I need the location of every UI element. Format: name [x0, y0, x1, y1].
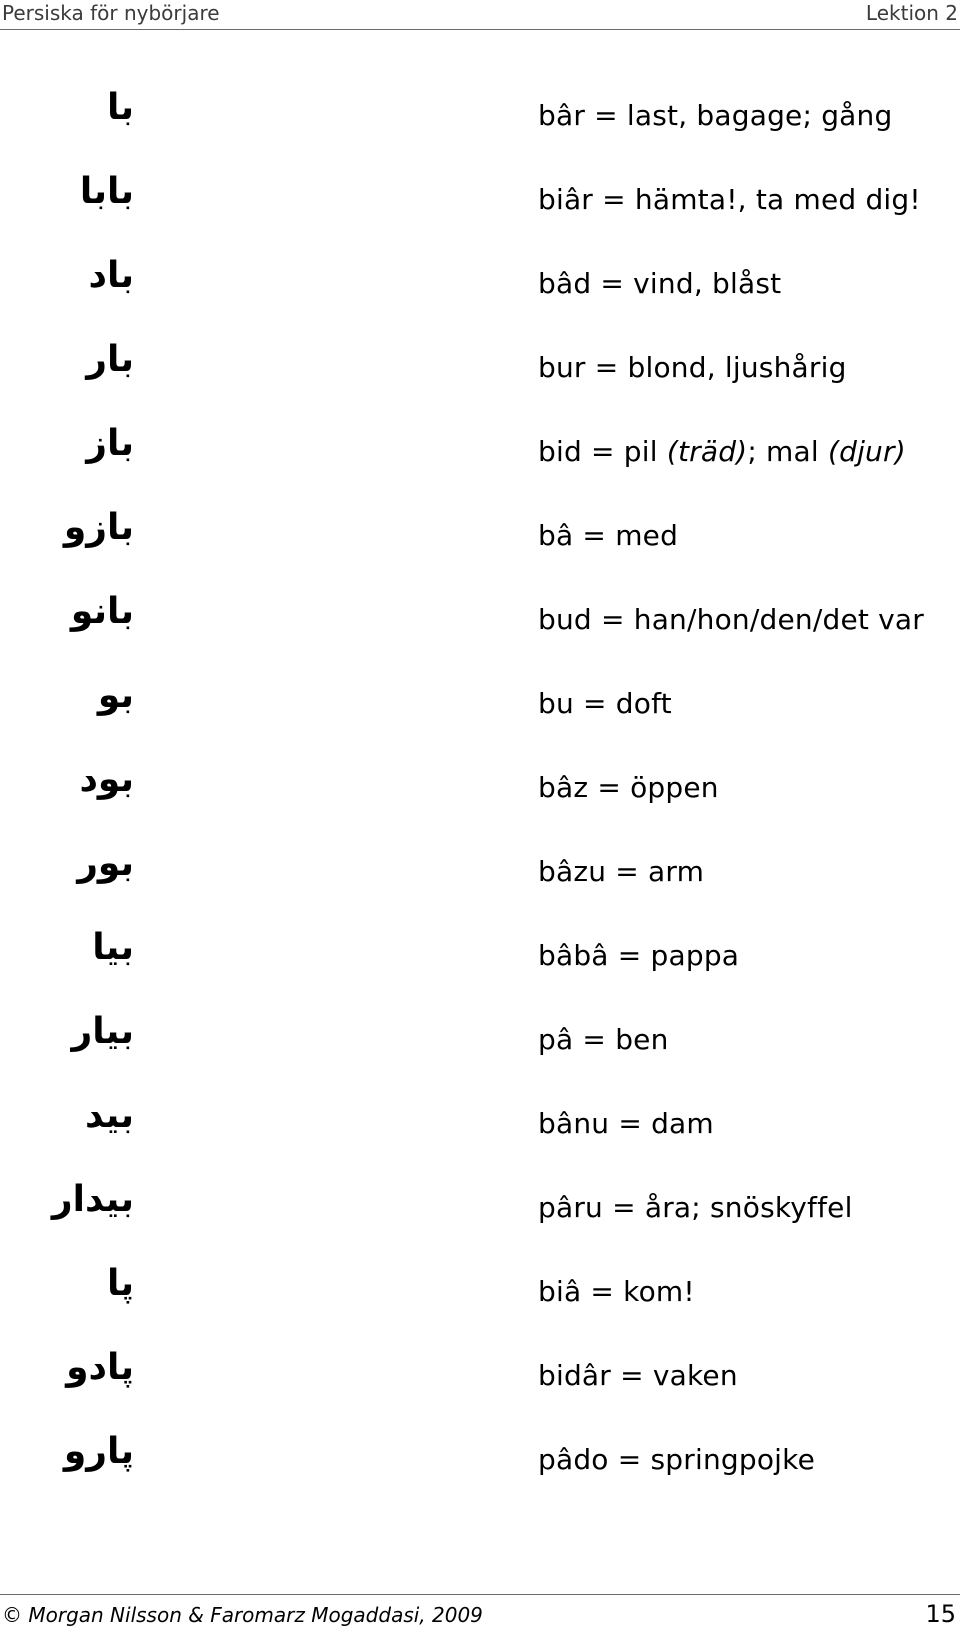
lesson-label: Lektion 2 — [865, 1, 958, 25]
persian-word: پارو — [63, 1431, 134, 1472]
page-number: 15 — [925, 1600, 956, 1628]
transliteration-gloss: pâdo = springpojke — [538, 1443, 815, 1476]
transliteration-gloss: bidâr = vaken — [538, 1359, 738, 1392]
vocabulary-row — [0, 410, 960, 494]
transliteration-gloss: bâd = vind, blåst — [538, 267, 782, 300]
vocabulary-row — [0, 578, 960, 662]
transliteration-gloss: bâ = med — [538, 519, 679, 552]
transliteration-gloss: bu = doft — [538, 687, 672, 720]
transliteration-gloss: pâru = åra; snöskyffel — [538, 1191, 853, 1224]
vocabulary-row — [0, 1418, 960, 1502]
transliteration-gloss: bâzu = arm — [538, 855, 705, 888]
transliteration-gloss: bânu = dam — [538, 1107, 714, 1140]
gloss-note: (djur) — [827, 435, 906, 468]
persian-word: بیار — [71, 1011, 134, 1052]
persian-word: بور — [77, 843, 134, 884]
vocabulary-row — [0, 914, 960, 998]
transliteration-gloss: bâbâ = pappa — [538, 939, 740, 972]
vocabulary-row — [0, 158, 960, 242]
gloss-text: bid = pil — [538, 435, 667, 468]
persian-word: بانو — [70, 591, 134, 632]
footer-divider — [0, 1594, 960, 1595]
vocabulary-row — [0, 1250, 960, 1334]
vocabulary-row — [0, 1334, 960, 1418]
vocabulary-row — [0, 74, 960, 158]
persian-word: با — [106, 87, 134, 128]
persian-word: پا — [106, 1263, 134, 1304]
persian-word: بار — [86, 339, 134, 380]
persian-word: بود — [79, 759, 134, 800]
gloss-text: ; mal — [747, 435, 828, 468]
transliteration-gloss: bâz = öppen — [538, 771, 719, 804]
persian-word: بو — [97, 675, 134, 716]
persian-word: بابا — [79, 171, 134, 212]
vocabulary-row — [0, 242, 960, 326]
vocabulary-row — [0, 494, 960, 578]
persian-word: بیا — [92, 927, 134, 968]
transliteration-gloss: biâ = kom! — [538, 1275, 695, 1308]
header-divider — [0, 29, 960, 30]
page-header — [0, 0, 960, 28]
transliteration-gloss: bâr = last, bagage; gång — [538, 99, 893, 132]
gloss-note: (träd) — [666, 435, 748, 468]
persian-word: باز — [86, 423, 134, 464]
persian-word: بیدار — [51, 1179, 134, 1220]
vocabulary-row — [0, 746, 960, 830]
vocabulary-row — [0, 830, 960, 914]
vocabulary-row — [0, 662, 960, 746]
vocabulary-row — [0, 998, 960, 1082]
document-title: Persiska för nybörjare — [2, 1, 220, 25]
persian-word: بازو — [63, 507, 134, 548]
transliteration-gloss: bur = blond, ljushårig — [538, 351, 847, 384]
persian-word: بید — [84, 1095, 134, 1136]
vocabulary-row — [0, 1082, 960, 1166]
transliteration-gloss — [538, 434, 906, 470]
transliteration-gloss: biâr = hämta!, ta med dig! — [538, 183, 921, 216]
copyright-notice: © Morgan Nilsson & Faromarz Mogaddasi, 2009 — [2, 1603, 483, 1627]
transliteration-gloss: bud = han/hon/den/det var — [538, 603, 924, 636]
vocabulary-row — [0, 326, 960, 410]
persian-word: باد — [88, 255, 134, 296]
transliteration-gloss: pâ = ben — [538, 1023, 669, 1056]
vocabulary-row — [0, 1166, 960, 1250]
persian-word: پادو — [66, 1347, 134, 1388]
